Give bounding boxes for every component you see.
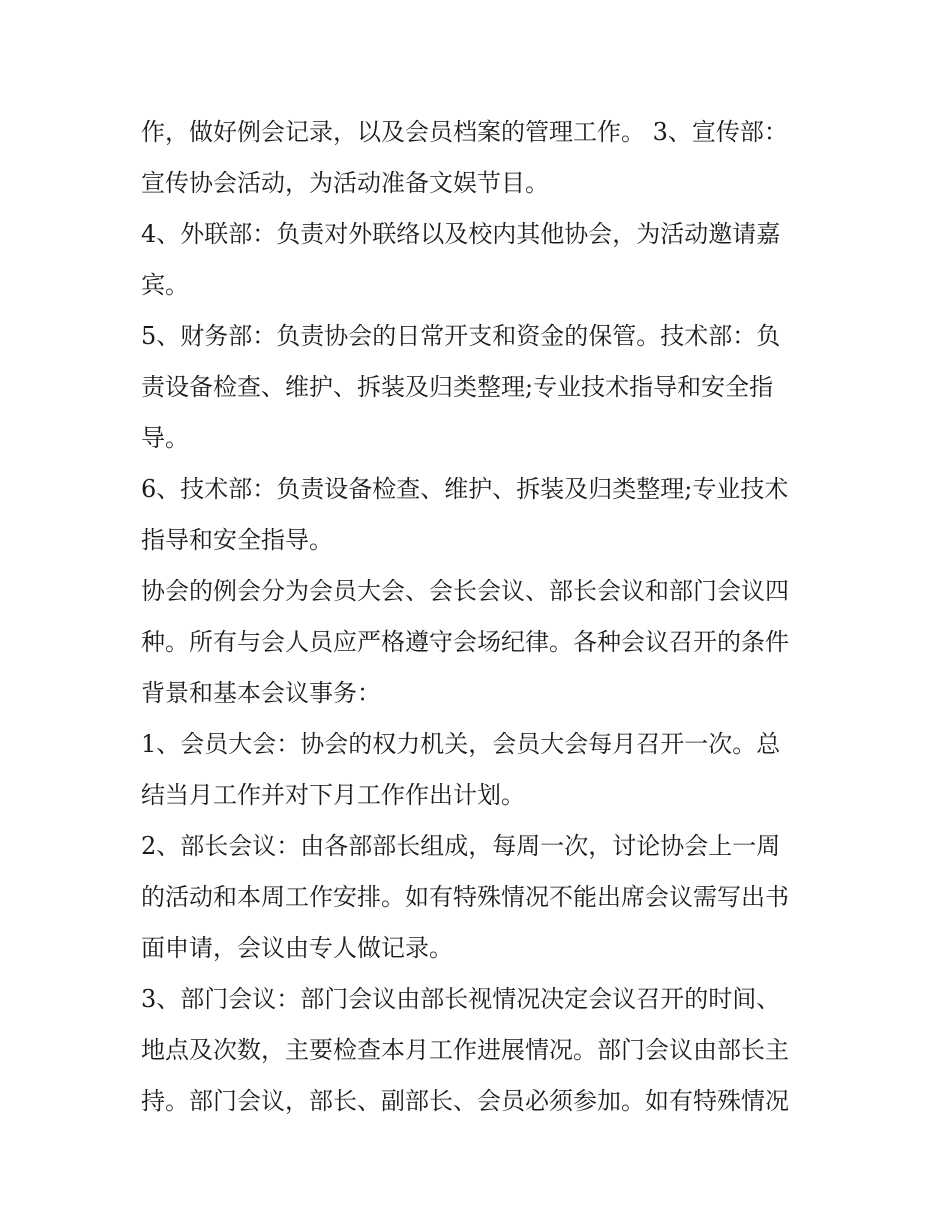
text-line: 持。部门会议，部长、副部长、会员必须参加。如有特殊情况 (141, 1087, 789, 1115)
text-line: 4、外联部：负责对外联络以及校内其他协会，为活动邀请嘉 (141, 220, 781, 248)
text-line: 的活动和本周工作安排。如有特殊情况不能出席会议需写出书 (141, 883, 789, 911)
text-line: 6、技术部：负责设备检查、维护、拆装及归类整理;专业技术 (141, 475, 789, 503)
text-line: 背景和基本会议事务： (141, 679, 381, 707)
text-line: 1、会员大会：协会的权力机关，会员大会每月召开一次。总 (141, 730, 781, 758)
text-line: 指导和安全指导。 (141, 526, 333, 554)
text-line: 作，做好例会记录，以及会员档案的管理工作。 3、宣传部： (141, 118, 788, 146)
text-line: 协会的例会分为会员大会、会长会议、部长会议和部门会议四 (141, 577, 789, 605)
text-line: 面申请，会议由专人做记录。 (141, 934, 453, 962)
text-line: 2、部长会议：由各部部长组成，每周一次，讨论协会上一周 (141, 832, 781, 860)
document-body (141, 107, 821, 1127)
text-line: 结当月工作并对下月工作作出计划。 (141, 781, 525, 809)
text-line: 宾。 (141, 271, 189, 299)
text-line: 3、部门会议：部门会议由部长视情况决定会议召开的时间、 (141, 985, 781, 1013)
text-line: 导。 (141, 424, 189, 452)
text-line: 宣传协会活动，为活动准备文娱节目。 (141, 169, 549, 197)
text-line: 5、财务部：负责协会的日常开支和资金的保管。技术部：负 (141, 322, 781, 350)
text-line: 地点及次数，主要检查本月工作进展情况。部门会议由部长主 (141, 1036, 789, 1064)
text-line: 种。所有与会人员应严格遵守会场纪律。各种会议召开的条件 (141, 628, 789, 656)
text-line: 责设备检查、维护、拆装及归类整理;专业技术指导和安全指 (141, 373, 774, 401)
